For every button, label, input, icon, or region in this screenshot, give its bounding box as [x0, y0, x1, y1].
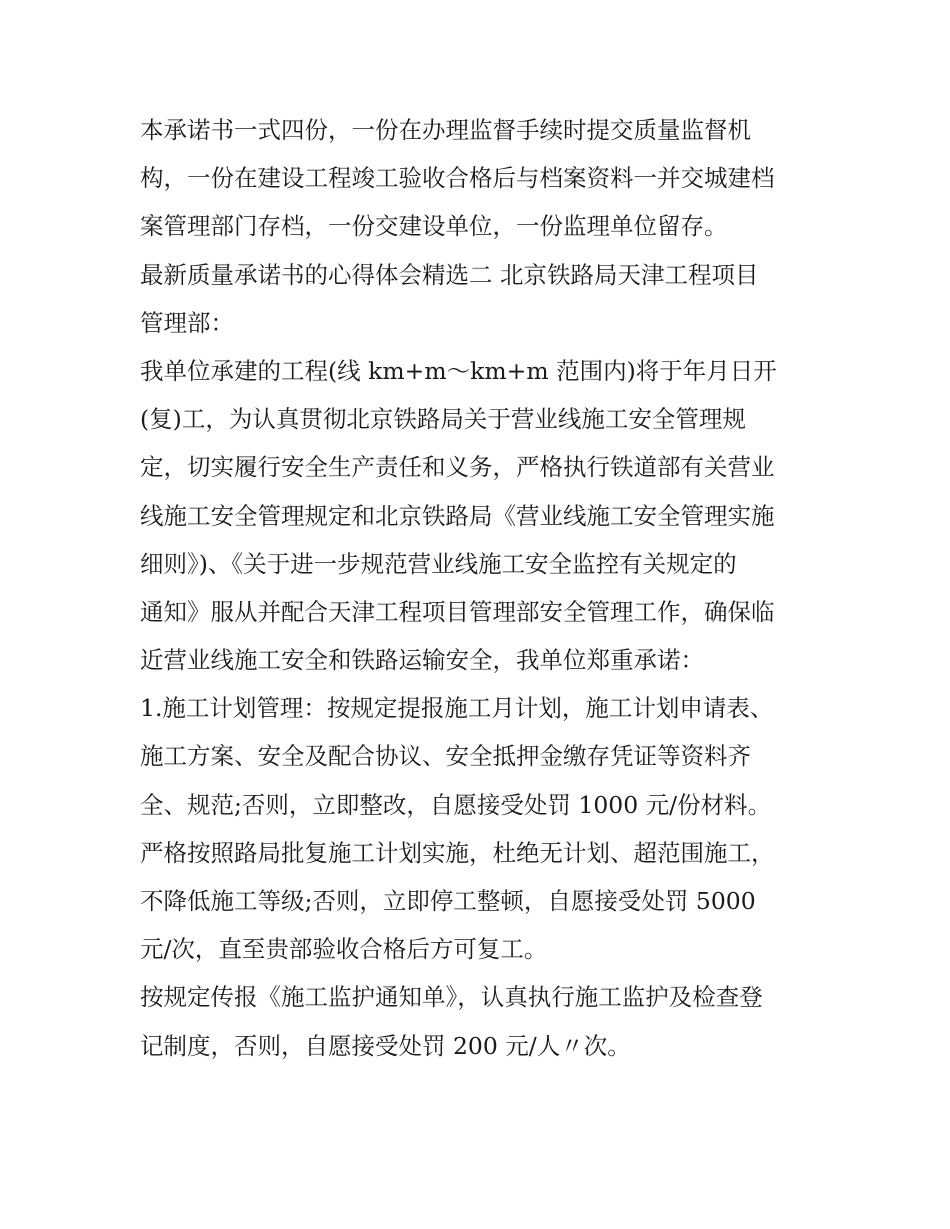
text-line: (复)工，为认真贯彻北京铁路局关于营业线施工安全管理规 — [140, 405, 746, 434]
text-line: 按规定传报《施工监护通知单》，认真执行施工监护及检查登 — [140, 983, 763, 1012]
text-line: 近营业线施工安全和铁路运输安全，我单位郑重承诺： — [140, 646, 704, 675]
text-line: 施工方案、安全及配合协议、安全抵押金缴存凭证等资料齐 — [140, 742, 751, 771]
text-line: 细则》)、《关于进一步规范营业线施工安全监控有关规定的 — [140, 549, 737, 578]
text-line: 最新质量承诺书的心得体会精选二 北京铁路局天津工程项目 — [140, 260, 759, 289]
document-body — [140, 106, 820, 1070]
text-line: 通知》服从并配合天津工程项目管理部安全管理工作，确保临 — [140, 597, 775, 626]
text-line: 严格按照路局批复施工计划实施，杜绝无计划、超范围施工， — [140, 838, 775, 867]
text-line: 1.施工计划管理：按规定提报施工月计划，施工计划申请表、 — [140, 694, 774, 723]
text-line: 全、规范;否则，立即整改，自愿接受处罚 1000 元/份材料。 — [140, 790, 772, 819]
text-line: 管理部： — [140, 308, 234, 337]
text-line: 线施工安全管理规定和北京铁路局《营业线施工安全管理实施 — [140, 501, 775, 530]
text-line: 记制度，否则，自愿接受处罚 200 元/人〃次。 — [140, 1031, 631, 1060]
text-line: 本承诺书一式四份，一份在办理监督手续时提交质量监督机 — [140, 116, 751, 144]
text-line: 我单位承建的工程(线 km+m～km+m 范围内)将于年月日开 — [140, 356, 777, 385]
text-line: 元/次，直至贵部验收合格后方可复工。 — [140, 935, 548, 964]
text-line: 定，切实履行安全生产责任和义务，严格执行铁道部有关营业 — [140, 453, 775, 482]
text-line: 案管理部门存档，一份交建设单位，一份监理单位留存。 — [140, 212, 728, 241]
text-line: 构，一份在建设工程竣工验收合格后与档案资料一并交城建档 — [140, 164, 775, 193]
text-line: 不降低施工等级;否则，立即停工整顿，自愿接受处罚 5000 — [140, 887, 756, 915]
